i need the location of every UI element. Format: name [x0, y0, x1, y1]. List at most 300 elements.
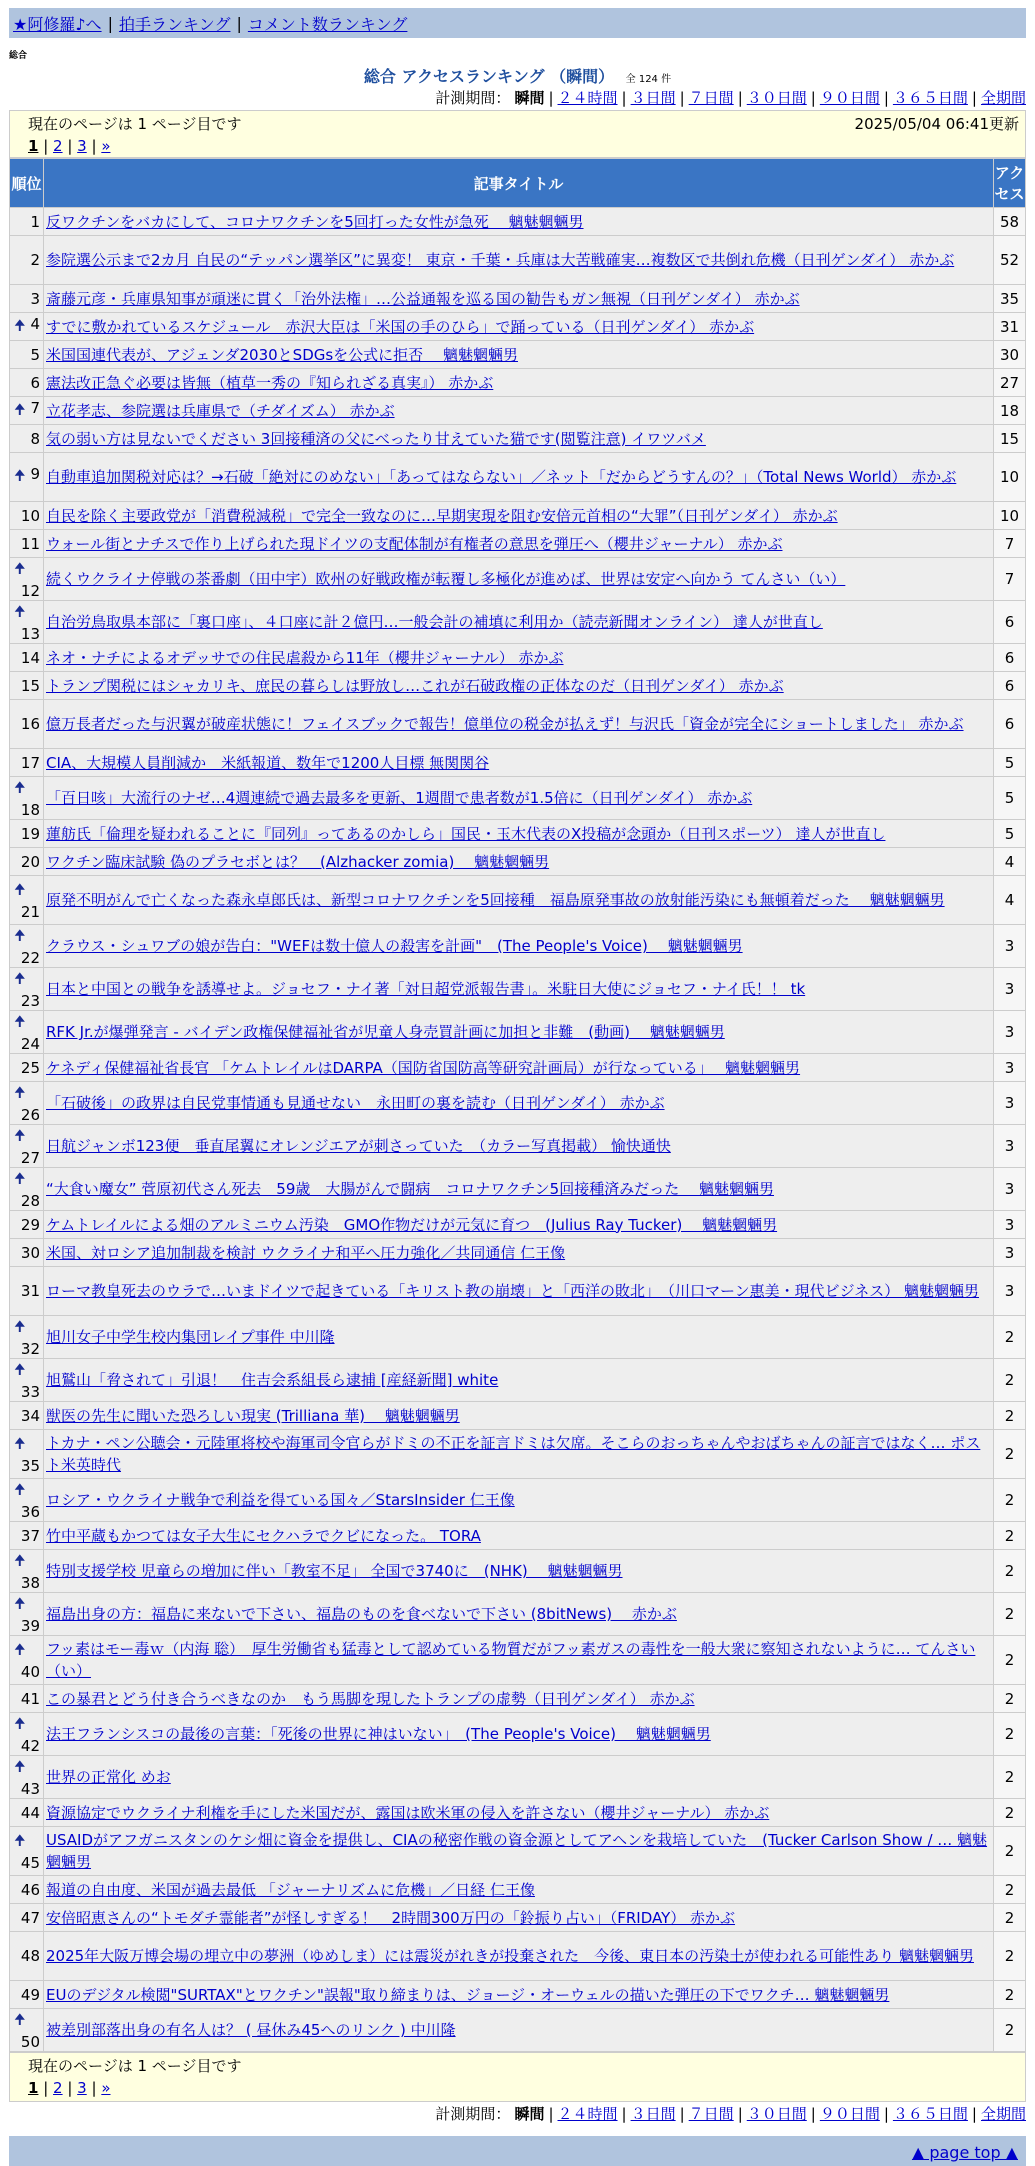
table-row — [10, 1402, 1026, 1430]
article-link[interactable]: 日航ジャンボ123便 垂直尾翼にオレンジエアが刺さっていた （カラー写真掲載） 愉快通快 — [46, 1137, 671, 1155]
period-link[interactable]: ９０日間 — [819, 89, 880, 107]
access-count: 2 — [994, 1756, 1026, 1799]
article-link[interactable]: 法王フランシスコの最後の言葉：「死後の世界に神はいない」 (The People's Voice) 魑魅魍魎男 — [46, 1725, 711, 1743]
title-cell — [44, 1932, 994, 1981]
rank-cell — [10, 1011, 44, 1054]
rank-cell — [10, 968, 44, 1011]
page-separator: | — [62, 137, 78, 155]
current-page-text: 現在のページは 1 ページ目です — [28, 2057, 242, 2075]
table-row — [10, 1799, 1026, 1827]
title-cell — [44, 1756, 994, 1799]
rank-number: 47 — [20, 1908, 40, 1927]
table-row — [10, 644, 1026, 672]
page-info-bottom — [9, 2052, 1026, 2102]
rank-cell — [10, 1593, 44, 1636]
rank-up-arrow-icon: 🠉 — [14, 561, 26, 577]
rank-number: 27 — [20, 1149, 40, 1167]
rank-up-arrow-icon: 🠉 — [14, 1014, 26, 1030]
title-cell — [44, 341, 994, 369]
rank-cell — [10, 1932, 44, 1981]
table-row — [10, 925, 1026, 968]
article-link[interactable]: 蓮舫氏「倫理を疑われることに『同列』ってあるのかしら」国民・玉木代表のX投稿が念頭か（日刊スポーツ） 達人が世直し — [46, 824, 886, 843]
rank-cell — [10, 1316, 44, 1359]
title-cell — [44, 1799, 994, 1827]
rank-cell — [10, 1904, 44, 1932]
table-row — [10, 1932, 1026, 1981]
table-row — [10, 1430, 1026, 1479]
rank-number: 9 — [30, 465, 40, 483]
rank-cell — [10, 1430, 44, 1479]
article-link[interactable]: クラウス・シュワブの娘が告白："WEFは数十億人の殺害を計画" (The People's Voice) 魑魅魍魎男 — [46, 937, 743, 955]
rank-up-arrow-icon: 🠉 — [14, 401, 26, 418]
period-link[interactable]: ７日間 — [688, 2105, 734, 2123]
table-row — [10, 1756, 1026, 1799]
article-link[interactable]: 参院選公示まで2カ月 自民の“テッパン選挙区”に異変！ 東京・千葉・兵庫は大苦戦確実…複数区で共倒れ危機（日刊ゲンダイ） 赤かぶ — [46, 251, 955, 269]
title-header: 記事タイトル — [44, 159, 994, 208]
access-count: 2 — [994, 1522, 1026, 1550]
rank-up-arrow-icon: 🠉 — [14, 1085, 26, 1101]
title-cell — [44, 2009, 994, 2052]
article-link[interactable]: 獣医の先生に聞いた恐ろしい現実 (Trilliana 華) 魑魅魍魎男 — [46, 1406, 460, 1425]
table-row — [10, 453, 1026, 502]
title-cell — [44, 820, 994, 848]
article-link[interactable]: 斎藤元彦・兵庫県知事が頑迷に貫く「治外法権」…公益通報を巡る国の勧告もガン無視（日刊ゲンダイ） 赤かぶ — [46, 289, 800, 308]
rank-number: 2 — [30, 251, 40, 269]
rank-up-arrow-icon: 🠉 — [14, 317, 26, 334]
table-row — [10, 1239, 1026, 1267]
access-count: 2 — [994, 1876, 1026, 1904]
total-count: 全 124 件 — [625, 74, 672, 85]
article-link[interactable]: 「石破後」の政界は自民党事情通も見通せない 永田町の裏を読む（日刊ゲンダイ） 赤かぶ — [46, 1094, 665, 1112]
rank-cell — [10, 208, 44, 236]
page-info-top — [9, 110, 1026, 158]
rank-number: 37 — [20, 1526, 40, 1545]
period-current: 瞬間 — [514, 89, 545, 107]
table-row — [10, 1827, 1026, 1876]
access-count: 18 — [994, 397, 1026, 425]
access-count: 35 — [994, 285, 1026, 313]
rank-number: 13 — [20, 625, 40, 643]
access-count: 7 — [994, 530, 1026, 558]
rank-cell — [10, 530, 44, 558]
rank-cell — [10, 1876, 44, 1904]
rank-cell — [10, 1402, 44, 1430]
period-separator: | — [548, 89, 554, 107]
title-cell — [44, 502, 994, 530]
access-count: 6 — [994, 601, 1026, 644]
rank-number: 50 — [20, 2033, 40, 2051]
applause-ranking-link[interactable]: 拍手ランキング — [118, 14, 231, 34]
article-link[interactable]: 資源協定でウクライナ利権を手にした米国だが、露国は欧米軍の侵入を許さない（櫻井ジャーナル） 赤かぶ — [46, 1803, 770, 1822]
rank-number: 15 — [20, 676, 40, 695]
page-link[interactable]: 3 — [77, 2079, 87, 2097]
period-link[interactable]: ３日間 — [630, 2105, 676, 2123]
article-link[interactable]: 日本と中国との戦争を誘導せよ。ジョセフ・ナイ著「対日超党派報告書」。米駐日大使にジョセフ・ナイ氏！！ tk — [46, 980, 806, 998]
table-row — [10, 369, 1026, 397]
rank-up-arrow-icon: 🠉 — [14, 1171, 26, 1187]
access-count: 5 — [994, 820, 1026, 848]
article-link[interactable]: トランプ関税にはシャカリキ、庶民の暮らしは野放し…これが石破政権の正体なのだ（日刊ゲンダイ） 赤かぶ — [46, 676, 784, 695]
rank-cell — [10, 1359, 44, 1402]
rank-number: 42 — [20, 1737, 40, 1755]
article-link[interactable]: RFK Jr.が爆弾発言 - バイデン政権保健福祉省が児童人身売買計画に加担と非難 (動画) 魑魅魍魎男 — [46, 1023, 725, 1041]
access-count: 3 — [994, 1011, 1026, 1054]
article-link[interactable]: フッ素はモー毒ｗ（内海 聡） 厚生労働省も猛毒として認めている物質だがフッ素ガスの毒性を一般大衆に察知されないように… てんさい（い） — [46, 1640, 976, 1680]
title-cell — [44, 1402, 994, 1430]
rank-cell — [10, 1713, 44, 1756]
page-current: 1 — [28, 137, 39, 155]
article-link[interactable]: ロシア・ウクライナ戦争で利益を得ている国々／StarsInsider 仁王像 — [46, 1491, 515, 1509]
article-link[interactable]: ローマ教皇死去のウラで…いまドイツで起きている「キリスト教の崩壊」と「西洋の敗北」 （川口マーン惠美・現代ビジネス） 魑魅魍魎男 — [46, 1282, 979, 1300]
title-cell — [44, 313, 994, 341]
rank-number: 21 — [20, 903, 40, 921]
access-count: 7 — [994, 558, 1026, 601]
rank-cell — [10, 558, 44, 601]
title-cell — [44, 1550, 994, 1593]
rank-number: 19 — [20, 824, 40, 843]
table-row — [10, 2009, 1026, 2052]
rank-number: 35 — [20, 1457, 40, 1475]
rank-up-arrow-icon: 🠉 — [14, 1553, 26, 1569]
article-link[interactable]: 自治労鳥取県本部に「裏口座」、４口座に計２億円…一般会計の補填に利用か（読売新聞オンライン） 達人が世直し — [46, 613, 823, 631]
access-count: 3 — [994, 925, 1026, 968]
title-cell — [44, 700, 994, 749]
rank-cell — [10, 1479, 44, 1522]
rank-number: 30 — [20, 1243, 40, 1262]
period-link[interactable]: ３日間 — [630, 89, 676, 107]
access-count: 3 — [994, 1168, 1026, 1211]
title-cell — [44, 530, 994, 558]
period-separator: | — [883, 89, 889, 107]
period-link[interactable]: ２４時間 — [557, 2105, 618, 2123]
title-cell — [44, 1522, 994, 1550]
rank-up-arrow-icon: 🠉 — [14, 882, 26, 898]
access-count: 2 — [994, 1981, 1026, 2009]
article-link[interactable]: 続くウクライナ停戦の茶番劇（田中宇）欧州の好戦政権が転覆し多極化が進めば、世界は安定へ向かう てんさい（い） — [46, 570, 846, 588]
title-cell — [44, 644, 994, 672]
rank-cell — [10, 313, 44, 341]
rank-cell — [10, 1636, 44, 1685]
rank-number: 5 — [30, 345, 40, 364]
next-page-link[interactable]: » — [101, 2079, 111, 2097]
article-link[interactable]: 2025年大阪万博会場の埋立中の夢洲（ゆめしま）には震災がれきが投棄された 今後、東日本の汚染土が使われる可能性あり 魑魅魍魎男 — [46, 1947, 974, 1965]
rank-cell — [10, 1550, 44, 1593]
title-cell — [44, 208, 994, 236]
table-row — [10, 601, 1026, 644]
period-separator: | — [548, 2105, 554, 2123]
article-link[interactable]: 億万長者だった与沢翼が破産状態に！フェイスブックで報告！億単位の税金が払えず！与沢氏「資金が完全にショートしました」 赤かぶ — [46, 715, 964, 733]
title-cell — [44, 1267, 994, 1316]
rank-cell — [10, 1168, 44, 1211]
rank-number: 26 — [20, 1106, 40, 1124]
rank-cell — [10, 700, 44, 749]
article-link[interactable]: ケムトレイルによる畑のアルミニウム汚染 GMO作物だけが元気に育つ (Julius Ray Tucker) 魑魅魍魎男 — [46, 1215, 778, 1234]
period-separator: | — [971, 2105, 977, 2123]
table-row — [10, 820, 1026, 848]
rank-cell — [10, 1827, 44, 1876]
table-row — [10, 1876, 1026, 1904]
article-link[interactable]: USAIDがアフガニスタンのケシ畑に資金を提供し、CIAの秘密作戦の資金源としてアヘンを栽培していた (Tucker Carlson Show / … 魑魅魍魎男 — [46, 1831, 988, 1871]
access-count: 4 — [994, 876, 1026, 925]
table-row — [10, 1211, 1026, 1239]
top-nav-bar — [9, 8, 1026, 38]
article-link[interactable]: 憲法改正急ぐ必要は皆無（植草一秀の『知られざる真実』） 赤かぶ — [46, 373, 494, 392]
rank-up-arrow-icon: 🠉 — [14, 1642, 26, 1658]
article-link[interactable]: 「百日咳」大流行のナゼ…4週連続で過去最多を更新、1週間で患者数が1.5倍に（日刊ゲンダイ） 赤かぶ — [46, 789, 753, 807]
ranking-title: 総合 アクセスランキング （瞬間） — [363, 67, 615, 86]
rank-up-arrow-icon: 🠉 — [14, 1319, 26, 1335]
rank-up-arrow-icon: 🠉 — [14, 1482, 26, 1498]
rank-number: 32 — [20, 1340, 40, 1358]
table-row — [10, 1713, 1026, 1756]
article-link[interactable]: 竹中平蔵もかつては女子大生にセクハラでクビになった。 TORA — [46, 1526, 481, 1545]
next-page-link[interactable]: » — [101, 137, 111, 155]
article-link[interactable]: ネオ・ナチによるオデッサでの住民虐殺から11年（櫻井ジャーナル） 赤かぶ — [46, 648, 564, 667]
article-link[interactable]: 反ワクチンをバカにして、コロナワクチンを5回打った女性が急死 魑魅魍魎男 — [46, 212, 584, 231]
page-link[interactable]: 2 — [53, 137, 63, 155]
title-cell — [44, 1876, 994, 1904]
access-header: アクセス — [994, 159, 1026, 208]
table-row — [10, 777, 1026, 820]
access-count: 27 — [994, 369, 1026, 397]
period-label: 計測期間： — [435, 2105, 511, 2123]
table-row — [10, 1522, 1026, 1550]
table-row — [10, 1267, 1026, 1316]
access-count: 2 — [994, 1713, 1026, 1756]
nav-separator: | — [236, 13, 242, 33]
title-cell — [44, 968, 994, 1011]
article-link[interactable]: 自動車追加関税対応は？→石破「絶対にのめない」「あってはならない」／ネット「だからどうすんの？」（Total News World） 赤かぶ — [46, 468, 957, 486]
title-cell — [44, 1211, 994, 1239]
article-link[interactable]: 自民を除く主要政党が「消費税減税」で完全一致なのに…早期実現を阻む安倍元首相の“大罪”（日刊ゲンダイ） 赤かぶ — [46, 506, 838, 525]
title-cell — [44, 1827, 994, 1876]
table-row — [10, 876, 1026, 925]
article-link[interactable]: 報道の自由度、米国が過去最低 「ジャーナリズムに危機」／日経 仁王像 — [46, 1880, 535, 1899]
rank-cell — [10, 820, 44, 848]
access-count: 3 — [994, 1211, 1026, 1239]
period-separator: | — [810, 89, 816, 107]
rank-cell — [10, 1211, 44, 1239]
title-cell — [44, 1479, 994, 1522]
pagination — [28, 135, 1019, 157]
article-link[interactable]: 安倍昭恵さんの“トモダチ霊能者”が怪しすぎる！ 2時間300万円の「鈴振り占い」（FRIDAY） 赤かぶ — [46, 1908, 736, 1927]
title-cell — [44, 876, 994, 925]
article-link[interactable]: 気の弱い方は見ないでください 3回接種済の父にべったり甘えていた猫です(閲覧注意) イワツバメ — [46, 429, 706, 448]
access-count: 3 — [994, 1239, 1026, 1267]
access-count: 5 — [994, 749, 1026, 777]
table-row — [10, 700, 1026, 749]
title-cell — [44, 369, 994, 397]
access-count: 3 — [994, 968, 1026, 1011]
table-row — [10, 1316, 1026, 1359]
title-cell — [44, 1685, 994, 1713]
period-separator: | — [737, 89, 743, 107]
table-row — [10, 1359, 1026, 1402]
title-cell — [44, 1713, 994, 1756]
page-link[interactable]: 2 — [53, 2079, 63, 2097]
page-top-link[interactable]: ▲ page top ▲ — [911, 2143, 1018, 2162]
rank-number: 24 — [20, 1035, 40, 1053]
rank-number: 6 — [30, 373, 40, 392]
access-count: 2 — [994, 1685, 1026, 1713]
access-count: 2 — [994, 1636, 1026, 1685]
rank-cell — [10, 644, 44, 672]
article-link[interactable]: ワクチン臨床試験 偽のプラセボとは？ (Alzhacker zomia) 魑魅魍魎男 — [46, 852, 550, 871]
access-count: 2 — [994, 1316, 1026, 1359]
rank-cell — [10, 1054, 44, 1082]
current-page-text: 現在のページは 1 ページ目です — [28, 115, 242, 133]
rank-cell — [10, 502, 44, 530]
rank-number: 28 — [20, 1192, 40, 1210]
table-row — [10, 236, 1026, 285]
period-selector — [9, 2102, 1026, 2126]
period-separator: | — [621, 89, 627, 107]
title-cell — [44, 453, 994, 502]
table-row — [10, 1685, 1026, 1713]
title-cell — [44, 672, 994, 700]
article-link[interactable]: ウォール街とナチスで作り上げられた現ドイツの支配体制が有権者の意思を弾圧へ（櫻井ジャーナル） 赤かぶ — [46, 534, 783, 553]
rank-number: 41 — [20, 1689, 40, 1708]
title-cell — [44, 1636, 994, 1685]
title-cell — [44, 285, 994, 313]
article-link[interactable]: 米国、対ロシア追加制裁を検討 ウクライナ和平へ圧力強化／共同通信 仁王像 — [46, 1243, 566, 1262]
access-count: 52 — [994, 236, 1026, 285]
access-count: 3 — [994, 1267, 1026, 1316]
period-current: 瞬間 — [514, 2105, 545, 2123]
article-link[interactable]: 原発不明がんで亡くなった森永卓郎氏は、新型コロナワクチンを5回接種 福島原発事故の放射能汚染にも無頓着だった 魑魅魍魎男 — [46, 891, 945, 909]
access-count: 2 — [994, 1479, 1026, 1522]
period-link[interactable]: ３０日間 — [746, 89, 807, 107]
period-link[interactable]: ３６５日間 — [892, 2105, 968, 2123]
period-selector — [9, 86, 1026, 110]
rank-cell — [10, 777, 44, 820]
rank-number: 4 — [30, 314, 40, 333]
article-link[interactable]: 世界の正常化 めお — [46, 1768, 171, 1786]
rank-cell — [10, 1756, 44, 1799]
page-separator: | — [86, 2079, 102, 2097]
access-count: 3 — [994, 1125, 1026, 1168]
article-link[interactable]: トカナ・ペン公聴会・元陸軍将校や海軍司令官らがドミの不正を証言ドミは欠席。そこらのおっちゃんやおばちゃんの証言ではなく… ポスト米英時代 — [46, 1434, 981, 1474]
ranking-table — [9, 158, 1026, 2052]
article-link[interactable]: この暴君とどう付き合うべきなのか もう馬脚を現したトランプの虚勢（日刊ゲンダイ） 赤かぶ — [46, 1689, 695, 1708]
rank-number: 40 — [20, 1663, 40, 1681]
access-count: 10 — [994, 502, 1026, 530]
comment-ranking-link[interactable]: コメント数ランキング — [247, 14, 408, 34]
rank-cell — [10, 1267, 44, 1316]
access-count: 6 — [994, 700, 1026, 749]
period-separator: | — [621, 2105, 627, 2123]
rank-number: 8 — [30, 429, 40, 448]
rank-up-arrow-icon: 🠉 — [14, 1716, 26, 1732]
article-link[interactable]: 旭川女子中学生校内集団レイプ事件 中川隆 — [46, 1328, 335, 1346]
rank-number: 36 — [20, 1503, 40, 1521]
rank-up-arrow-icon: 🠉 — [14, 971, 26, 987]
table-row — [10, 1636, 1026, 1685]
article-link[interactable]: 特別支援学校 児童らの増加に伴い「教室不足」 全国で3740に (NHK) 魑魅魍魎男 — [46, 1562, 623, 1580]
page-separator: | — [38, 2079, 54, 2097]
table-row — [10, 1125, 1026, 1168]
article-link[interactable]: 被差別部落出身の有名人は？ ( 昼休み45へのリンク ) 中川隆 — [46, 2021, 456, 2039]
article-link[interactable]: CIA、大規模人員削減か 米紙報道、数年で1200人目標 無関関谷 — [46, 753, 490, 772]
rank-cell — [10, 672, 44, 700]
article-link[interactable]: 旭鷲山「脅されて」引退！ 住吉会系組長ら逮捕 [産経新聞] white — [46, 1371, 499, 1389]
table-row — [10, 313, 1026, 341]
access-count: 2 — [994, 1799, 1026, 1827]
rank-header: 順位 — [10, 159, 44, 208]
page-title — [9, 64, 1026, 86]
article-link[interactable]: ケネディ保健福祉省長官 「ケムトレイルはDARPA（国防省国防高等研究計画局）が行なっている」 魑魅魍魎男 — [46, 1058, 801, 1077]
rank-number: 48 — [20, 1947, 40, 1965]
title-cell — [44, 1593, 994, 1636]
rank-up-arrow-icon: 🠉 — [14, 928, 26, 944]
rank-up-arrow-icon: 🠉 — [14, 1833, 26, 1849]
rank-number: 39 — [20, 1617, 40, 1635]
period-link[interactable]: ３０日間 — [746, 2105, 807, 2123]
article-link[interactable]: “大食い魔女” 菅原初代さん死去 59歳 大腸がんで闘病 コロナワクチン5回接種済みだった 魑魅魍魎男 — [46, 1180, 774, 1198]
rank-number: 3 — [30, 289, 40, 308]
rank-number: 34 — [20, 1406, 40, 1425]
access-count: 3 — [994, 1054, 1026, 1082]
page-separator: | — [38, 137, 54, 155]
access-count: 2 — [994, 1402, 1026, 1430]
article-link[interactable]: すでに敷かれているスケジュール 赤沢大臣は「米国の手のひら」で踊っている（日刊ゲンダイ） 赤かぶ — [46, 317, 755, 336]
title-cell — [44, 777, 994, 820]
period-link[interactable]: ７日間 — [688, 89, 734, 107]
table-row — [10, 968, 1026, 1011]
table-row — [10, 341, 1026, 369]
page-link[interactable]: 3 — [77, 137, 87, 155]
rank-up-arrow-icon: 🠉 — [14, 780, 26, 796]
table-row — [10, 848, 1026, 876]
asyura-home-link[interactable]: ★阿修羅♪へ — [13, 14, 102, 34]
rank-cell — [10, 425, 44, 453]
article-link[interactable]: 立花孝志、参院選は兵庫県で（チダイズム） 赤かぶ — [46, 401, 395, 420]
rank-up-arrow-icon: 🠉 — [14, 1596, 26, 1612]
page-current: 1 — [28, 2079, 39, 2097]
table-row — [10, 285, 1026, 313]
access-count: 6 — [994, 644, 1026, 672]
page-separator: | — [62, 2079, 78, 2097]
title-cell — [44, 1054, 994, 1082]
period-link[interactable]: 全期間 — [980, 89, 1026, 107]
title-cell — [44, 1082, 994, 1125]
pagination — [28, 2077, 1019, 2099]
table-row — [10, 1593, 1026, 1636]
rank-number: 29 — [20, 1215, 40, 1234]
title-cell — [44, 558, 994, 601]
table-row — [10, 502, 1026, 530]
rank-cell — [10, 876, 44, 925]
rank-number: 22 — [20, 949, 40, 967]
access-count: 31 — [994, 313, 1026, 341]
period-link[interactable]: ９０日間 — [819, 2105, 880, 2123]
table-row — [10, 1011, 1026, 1054]
access-count: 4 — [994, 848, 1026, 876]
article-link[interactable]: EUのデジタル検閲"SURTAX"とワクチン"誤報"取り締まりは、ジョージ・オーウェルの描いた弾圧の下でワクチ… 魑魅魍魎男 — [46, 1985, 890, 2004]
rank-cell — [10, 749, 44, 777]
period-separator: | — [679, 89, 685, 107]
period-link[interactable]: ３６５日間 — [892, 89, 968, 107]
access-count: 5 — [994, 777, 1026, 820]
title-cell — [44, 397, 994, 425]
period-link[interactable]: ２４時間 — [557, 89, 618, 107]
updated-timestamp: 2025/05/04 06:41更新 — [854, 115, 1019, 133]
article-link[interactable]: 福島出身の方：福島に来ないで下さい、福島のものを食べないで下さい (8bitNews) 赤かぶ — [46, 1605, 677, 1623]
period-link[interactable]: 全期間 — [980, 2105, 1026, 2123]
rank-cell — [10, 453, 44, 502]
access-count: 2 — [994, 1932, 1026, 1981]
article-link[interactable]: 米国国連代表が、アジェンダ2030とSDGsを公式に拒否 魑魅魍魎男 — [46, 345, 518, 364]
